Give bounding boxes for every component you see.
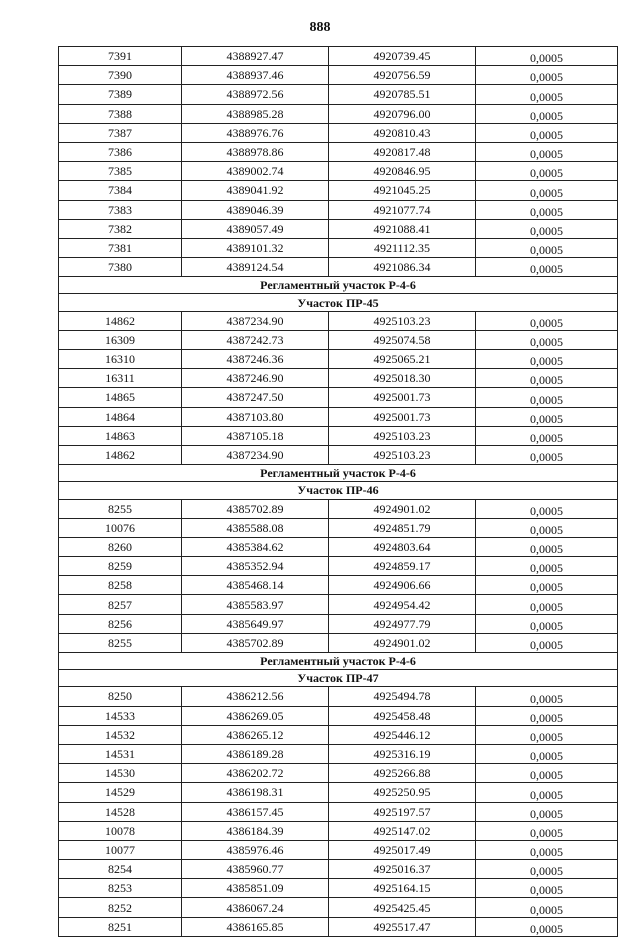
y-coordinate-cell: 4925103.23 (329, 426, 476, 445)
y-coordinate-cell: 4921088.41 (329, 219, 476, 238)
accuracy-cell: 0,0005 (476, 499, 618, 518)
point-number-cell: 7383 (59, 200, 182, 219)
accuracy-cell: 0,0005 (476, 350, 618, 369)
point-number-cell: 7391 (59, 47, 182, 66)
section-header: Участок ПР-45 (59, 294, 618, 311)
y-coordinate-cell: 4924906.66 (329, 576, 476, 595)
table-row (59, 614, 618, 633)
y-coordinate-cell: 4921086.34 (329, 258, 476, 277)
x-coordinate-cell: 4387105.18 (182, 426, 329, 445)
y-coordinate-cell: 4925103.23 (329, 311, 476, 330)
point-number-cell: 14865 (59, 388, 182, 407)
accuracy-cell: 0,0005 (476, 85, 618, 104)
y-coordinate-cell: 4925018.30 (329, 369, 476, 388)
accuracy-cell: 0,0005 (476, 66, 618, 85)
table-row (59, 388, 618, 407)
x-coordinate-cell: 4385468.14 (182, 576, 329, 595)
x-coordinate-cell: 4388927.47 (182, 47, 329, 66)
accuracy-cell: 0,0005 (476, 162, 618, 181)
point-number-cell: 14530 (59, 764, 182, 783)
table-row (59, 898, 618, 917)
y-coordinate-cell: 4925446.12 (329, 725, 476, 744)
y-coordinate-cell: 4920785.51 (329, 85, 476, 104)
point-number-cell: 16310 (59, 350, 182, 369)
x-coordinate-cell: 4385702.89 (182, 499, 329, 518)
y-coordinate-cell: 4925065.21 (329, 350, 476, 369)
x-coordinate-cell: 4385960.77 (182, 860, 329, 879)
x-coordinate-cell: 4388978.86 (182, 142, 329, 161)
accuracy-cell: 0,0005 (476, 47, 618, 66)
y-coordinate-cell: 4924901.02 (329, 633, 476, 652)
coordinates-table (58, 46, 618, 937)
table-row (59, 445, 618, 464)
y-coordinate-cell: 4920739.45 (329, 47, 476, 66)
accuracy-cell: 0,0005 (476, 725, 618, 744)
x-coordinate-cell: 4387234.90 (182, 311, 329, 330)
accuracy-cell: 0,0005 (476, 557, 618, 576)
table-row (59, 258, 618, 277)
accuracy-cell: 0,0005 (476, 426, 618, 445)
x-coordinate-cell: 4387246.36 (182, 350, 329, 369)
x-coordinate-cell: 4387103.80 (182, 407, 329, 426)
point-number-cell: 14531 (59, 744, 182, 763)
accuracy-cell: 0,0005 (476, 200, 618, 219)
section-header: Участок ПР-46 (59, 482, 618, 499)
accuracy-cell: 0,0005 (476, 445, 618, 464)
point-number-cell: 8255 (59, 633, 182, 652)
y-coordinate-cell: 4925016.37 (329, 860, 476, 879)
x-coordinate-cell: 4385588.08 (182, 518, 329, 537)
y-coordinate-cell: 4921112.35 (329, 238, 476, 257)
point-number-cell: 7380 (59, 258, 182, 277)
point-number-cell: 8257 (59, 595, 182, 614)
x-coordinate-cell: 4386198.31 (182, 783, 329, 802)
accuracy-cell: 0,0005 (476, 104, 618, 123)
section-header-row (59, 482, 618, 499)
point-number-cell: 8250 (59, 687, 182, 706)
y-coordinate-cell: 4925517.47 (329, 917, 476, 936)
y-coordinate-cell: 4924954.42 (329, 595, 476, 614)
section-header: Участок ПР-47 (59, 670, 618, 687)
table-row (59, 687, 618, 706)
x-coordinate-cell: 4388985.28 (182, 104, 329, 123)
table-row (59, 764, 618, 783)
accuracy-cell: 0,0005 (476, 330, 618, 349)
table-row (59, 85, 618, 104)
point-number-cell: 7382 (59, 219, 182, 238)
table-row (59, 426, 618, 445)
x-coordinate-cell: 4389057.49 (182, 219, 329, 238)
table-row (59, 407, 618, 426)
accuracy-cell: 0,0005 (476, 917, 618, 936)
section-header-row (59, 653, 618, 670)
y-coordinate-cell: 4925458.48 (329, 706, 476, 725)
point-number-cell: 7387 (59, 123, 182, 142)
accuracy-cell: 0,0005 (476, 860, 618, 879)
x-coordinate-cell: 4386165.85 (182, 917, 329, 936)
y-coordinate-cell: 4925001.73 (329, 407, 476, 426)
table-row (59, 783, 618, 802)
x-coordinate-cell: 4389124.54 (182, 258, 329, 277)
point-number-cell: 7388 (59, 104, 182, 123)
y-coordinate-cell: 4924977.79 (329, 614, 476, 633)
table-row (59, 238, 618, 257)
table-row (59, 499, 618, 518)
table-row (59, 744, 618, 763)
y-coordinate-cell: 4920756.59 (329, 66, 476, 85)
accuracy-cell: 0,0005 (476, 783, 618, 802)
section-header: Регламентный участок Р-4-6 (59, 465, 618, 482)
x-coordinate-cell: 4385649.97 (182, 614, 329, 633)
point-number-cell: 14863 (59, 426, 182, 445)
y-coordinate-cell: 4920796.00 (329, 104, 476, 123)
accuracy-cell: 0,0005 (476, 181, 618, 200)
x-coordinate-cell: 4388972.56 (182, 85, 329, 104)
accuracy-cell: 0,0005 (476, 123, 618, 142)
point-number-cell: 8259 (59, 557, 182, 576)
accuracy-cell: 0,0005 (476, 744, 618, 763)
table-row (59, 917, 618, 936)
point-number-cell: 8256 (59, 614, 182, 633)
point-number-cell: 14532 (59, 725, 182, 744)
point-number-cell: 7385 (59, 162, 182, 181)
section-header-row (59, 465, 618, 482)
accuracy-cell: 0,0005 (476, 388, 618, 407)
point-number-cell: 7389 (59, 85, 182, 104)
x-coordinate-cell: 4386202.72 (182, 764, 329, 783)
x-coordinate-cell: 4385851.09 (182, 879, 329, 898)
y-coordinate-cell: 4925425.45 (329, 898, 476, 917)
y-coordinate-cell: 4925103.23 (329, 445, 476, 464)
accuracy-cell: 0,0005 (476, 633, 618, 652)
x-coordinate-cell: 4386212.56 (182, 687, 329, 706)
point-number-cell: 14862 (59, 445, 182, 464)
table-row (59, 200, 618, 219)
x-coordinate-cell: 4386184.39 (182, 821, 329, 840)
table-row (59, 557, 618, 576)
y-coordinate-cell: 4920817.48 (329, 142, 476, 161)
x-coordinate-cell: 4388937.46 (182, 66, 329, 85)
x-coordinate-cell: 4385583.97 (182, 595, 329, 614)
point-number-cell: 7384 (59, 181, 182, 200)
table-row (59, 66, 618, 85)
accuracy-cell: 0,0005 (476, 840, 618, 859)
table-row (59, 725, 618, 744)
table-row (59, 821, 618, 840)
x-coordinate-cell: 4387242.73 (182, 330, 329, 349)
x-coordinate-cell: 4385352.94 (182, 557, 329, 576)
table-row (59, 860, 618, 879)
point-number-cell: 7381 (59, 238, 182, 257)
x-coordinate-cell: 4385384.62 (182, 537, 329, 556)
accuracy-cell: 0,0005 (476, 369, 618, 388)
point-number-cell: 16309 (59, 330, 182, 349)
table-row (59, 162, 618, 181)
table-row (59, 633, 618, 652)
y-coordinate-cell: 4925197.57 (329, 802, 476, 821)
point-number-cell: 7390 (59, 66, 182, 85)
accuracy-cell: 0,0005 (476, 595, 618, 614)
table-row (59, 142, 618, 161)
point-number-cell: 10076 (59, 518, 182, 537)
table-row (59, 802, 618, 821)
y-coordinate-cell: 4924803.64 (329, 537, 476, 556)
table-row (59, 123, 618, 142)
point-number-cell: 8254 (59, 860, 182, 879)
point-number-cell: 14862 (59, 311, 182, 330)
table-row (59, 537, 618, 556)
point-number-cell: 10078 (59, 821, 182, 840)
table-row (59, 369, 618, 388)
point-number-cell: 10077 (59, 840, 182, 859)
x-coordinate-cell: 4387246.90 (182, 369, 329, 388)
accuracy-cell: 0,0005 (476, 879, 618, 898)
y-coordinate-cell: 4925017.49 (329, 840, 476, 859)
accuracy-cell: 0,0005 (476, 258, 618, 277)
table-row (59, 350, 618, 369)
point-number-cell: 14529 (59, 783, 182, 802)
x-coordinate-cell: 4386157.45 (182, 802, 329, 821)
x-coordinate-cell: 4386269.05 (182, 706, 329, 725)
y-coordinate-cell: 4925316.19 (329, 744, 476, 763)
point-number-cell: 7386 (59, 142, 182, 161)
point-number-cell: 8255 (59, 499, 182, 518)
x-coordinate-cell: 4386189.28 (182, 744, 329, 763)
x-coordinate-cell: 4389002.74 (182, 162, 329, 181)
table-row (59, 576, 618, 595)
table-row (59, 879, 618, 898)
accuracy-cell: 0,0005 (476, 764, 618, 783)
point-number-cell: 8253 (59, 879, 182, 898)
section-header: Регламентный участок Р-4-6 (59, 653, 618, 670)
point-number-cell: 8260 (59, 537, 182, 556)
y-coordinate-cell: 4924859.17 (329, 557, 476, 576)
table-row (59, 706, 618, 725)
table-row (59, 219, 618, 238)
table-row (59, 181, 618, 200)
x-coordinate-cell: 4389101.32 (182, 238, 329, 257)
y-coordinate-cell: 4925250.95 (329, 783, 476, 802)
accuracy-cell: 0,0005 (476, 537, 618, 556)
accuracy-cell: 0,0005 (476, 821, 618, 840)
point-number-cell: 8252 (59, 898, 182, 917)
section-header-row (59, 670, 618, 687)
section-header-row (59, 294, 618, 311)
y-coordinate-cell: 4920810.43 (329, 123, 476, 142)
accuracy-cell: 0,0005 (476, 142, 618, 161)
table-row (59, 840, 618, 859)
point-number-cell: 14528 (59, 802, 182, 821)
y-coordinate-cell: 4924851.79 (329, 518, 476, 537)
x-coordinate-cell: 4387247.50 (182, 388, 329, 407)
y-coordinate-cell: 4921045.25 (329, 181, 476, 200)
accuracy-cell: 0,0005 (476, 311, 618, 330)
y-coordinate-cell: 4925164.15 (329, 879, 476, 898)
x-coordinate-cell: 4387234.90 (182, 445, 329, 464)
accuracy-cell: 0,0005 (476, 898, 618, 917)
accuracy-cell: 0,0005 (476, 614, 618, 633)
x-coordinate-cell: 4386265.12 (182, 725, 329, 744)
table-row (59, 104, 618, 123)
accuracy-cell: 0,0005 (476, 687, 618, 706)
accuracy-cell: 0,0005 (476, 576, 618, 595)
point-number-cell: 14533 (59, 706, 182, 725)
accuracy-cell: 0,0005 (476, 706, 618, 725)
accuracy-cell: 0,0005 (476, 238, 618, 257)
accuracy-cell: 0,0005 (476, 219, 618, 238)
table-row (59, 518, 618, 537)
y-coordinate-cell: 4925074.58 (329, 330, 476, 349)
accuracy-cell: 0,0005 (476, 518, 618, 537)
page-number: 888 (309, 20, 331, 35)
section-header: Регламентный участок Р-4-6 (59, 277, 618, 294)
y-coordinate-cell: 4921077.74 (329, 200, 476, 219)
table-row (59, 595, 618, 614)
y-coordinate-cell: 4925266.88 (329, 764, 476, 783)
point-number-cell: 8258 (59, 576, 182, 595)
point-number-cell: 14864 (59, 407, 182, 426)
section-header-row (59, 277, 618, 294)
accuracy-cell: 0,0005 (476, 407, 618, 426)
x-coordinate-cell: 4385702.89 (182, 633, 329, 652)
table-row (59, 47, 618, 66)
accuracy-cell: 0,0005 (476, 802, 618, 821)
x-coordinate-cell: 4389041.92 (182, 181, 329, 200)
x-coordinate-cell: 4386067.24 (182, 898, 329, 917)
y-coordinate-cell: 4925147.02 (329, 821, 476, 840)
point-number-cell: 8251 (59, 917, 182, 936)
point-number-cell: 16311 (59, 369, 182, 388)
table-row (59, 311, 618, 330)
y-coordinate-cell: 4920846.95 (329, 162, 476, 181)
x-coordinate-cell: 4385976.46 (182, 840, 329, 859)
y-coordinate-cell: 4925001.73 (329, 388, 476, 407)
x-coordinate-cell: 4388976.76 (182, 123, 329, 142)
y-coordinate-cell: 4925494.78 (329, 687, 476, 706)
x-coordinate-cell: 4389046.39 (182, 200, 329, 219)
table-row (59, 330, 618, 349)
y-coordinate-cell: 4924901.02 (329, 499, 476, 518)
